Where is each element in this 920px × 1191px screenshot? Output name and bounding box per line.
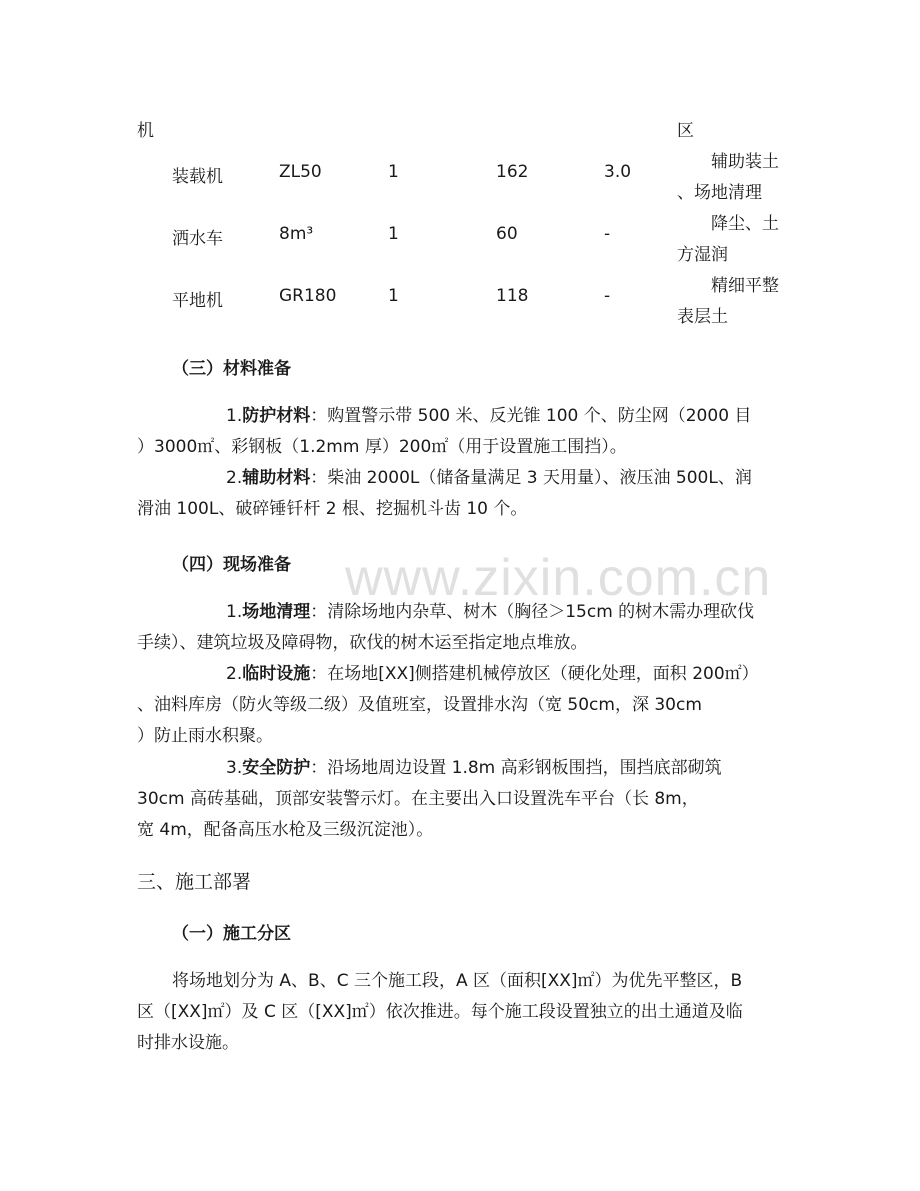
- table-cell-fragment: 机: [137, 121, 154, 141]
- item-label: 辅助材料: [242, 468, 311, 488]
- table-cell-power: 118: [496, 286, 529, 306]
- table-cell-power: 60: [496, 224, 518, 244]
- item-label: 安全防护: [242, 758, 311, 778]
- site-item-3: 3.安全防护：沿场地周边设置 1.8m 高彩钢板围挡，围挡底部砌筑: [226, 758, 722, 778]
- table-cell-use: 辅助装土: [711, 152, 779, 172]
- chapter-heading: 三、施工部署: [137, 871, 252, 893]
- table-cell-name: 装载机: [172, 167, 223, 187]
- item-label: 防护材料: [242, 406, 311, 426]
- site-item-2-cont: 、油料库房（防火等级二级）及值班室，设置排水沟（宽 50cm，深 30cm: [137, 695, 702, 715]
- site-item-2: 2.临时设施：在场地[XX]侧搭建机械停放区（硬化处理，面积 200㎡）: [226, 664, 759, 684]
- table-cell-qty: 1: [388, 162, 399, 182]
- table-cell-model: 8m³: [279, 224, 314, 244]
- table-cell-qty: 1: [388, 224, 399, 244]
- site-item-2-cont: ）防止雨水积聚。: [137, 726, 273, 746]
- table-cell-qty: 1: [388, 286, 399, 306]
- table-cell-use: 降尘、土: [711, 214, 779, 234]
- site-item-3-cont: 宽 4m，配备高压水枪及三级沉淀池）。: [137, 820, 434, 840]
- section-heading-zoning: （一）施工分区: [172, 924, 291, 944]
- table-cell-name: 平地机: [172, 291, 223, 311]
- zoning-paragraph-cont: 区（[XX]㎡）及 C 区（[XX]㎡）依次推进。每个施工段设置独立的出土通道及临: [137, 1002, 743, 1022]
- table-cell-use: 方湿润: [677, 245, 728, 265]
- site-item-1: 1.场地清理：清除场地内杂草、树木（胸径＞15cm 的树木需办理砍伐: [226, 602, 755, 622]
- watermark: www.zixin.com.cn: [345, 549, 772, 607]
- table-cell-use: 精细平整: [711, 276, 779, 296]
- table-cell-use: 表层土: [677, 307, 728, 327]
- table-cell-power: 162: [496, 162, 529, 182]
- materials-item-2-cont: 滑油 100L、破碎锤钎杆 2 根、挖掘机斗齿 10 个。: [137, 499, 528, 519]
- materials-item-1-cont: ）3000㎡、彩钢板（1.2mm 厚）200㎡（用于设置施工围挡）。: [137, 437, 627, 457]
- site-item-3-cont: 30cm 高砖基础，顶部安装警示灯。在主要出入口设置洗车平台（长 8m，: [137, 789, 699, 809]
- zoning-paragraph: 将场地划分为 A、B、C 三个施工段，A 区（面积[XX]㎡）为优先平整区，B: [172, 971, 743, 991]
- materials-item-1: 1.防护材料：购置警示带 500 米、反光锥 100 个、防尘网（2000 目: [226, 406, 752, 426]
- table-cell-fragment: 区: [677, 121, 694, 141]
- materials-item-2: 2.辅助材料：柴油 2000L（储备量满足 3 天用量）、液压油 500L、润: [226, 468, 752, 488]
- table-cell-capacity: -: [604, 286, 611, 306]
- table-cell-model: ZL50: [279, 162, 322, 182]
- zoning-paragraph-cont: 时排水设施。: [137, 1033, 239, 1053]
- table-cell-use: 、场地清理: [677, 183, 762, 203]
- section-heading-site: （四）现场准备: [172, 555, 291, 575]
- table-cell-capacity: -: [604, 224, 611, 244]
- table-cell-model: GR180: [279, 286, 337, 306]
- item-label: 临时设施: [242, 664, 311, 684]
- section-heading-materials: （三）材料准备: [172, 359, 291, 379]
- item-label: 场地清理: [242, 602, 311, 622]
- site-item-1-cont: 手续）、建筑垃圾及障碍物，砍伐的树木运至指定地点堆放。: [137, 633, 588, 653]
- table-cell-capacity: 3.0: [604, 162, 632, 182]
- table-cell-name: 洒水车: [172, 229, 223, 249]
